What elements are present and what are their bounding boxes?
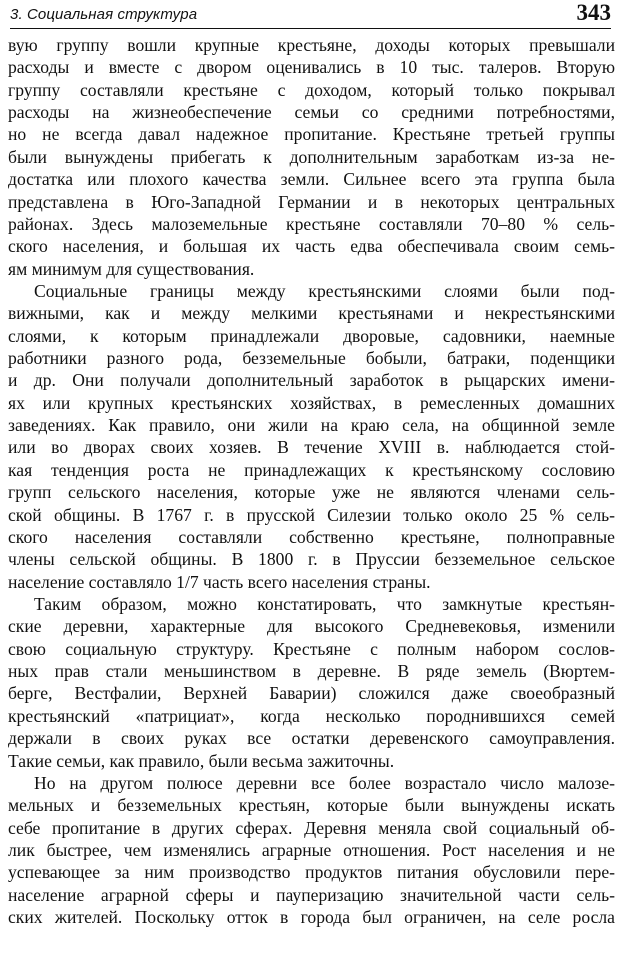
text-line: крестьянский «патрициат», когда несколько породнившихся семей xyxy=(8,705,615,726)
text-line: Но на другом полюсе деревни все более возрастало число малозе- xyxy=(34,772,615,793)
text-line: вую группу вошли крупные крестьяне, доходы которых превышали xyxy=(8,35,615,55)
text-line: члены сельской общины. В 1800 г. в Пруссии безземельное сельское xyxy=(8,549,615,570)
text-line: Таким образом, можно констатировать, что замкнутые крестьян- xyxy=(34,593,615,614)
text-line: держали в своих руках все остатки деревенского самоуправления. xyxy=(8,728,615,749)
text-line: Социальные границы между крестьянскими слоями были под- xyxy=(34,280,615,301)
text-line: были вынуждены прибегать к дополнительным заработкам из-за не- xyxy=(8,146,615,167)
chapter-title: 3. Социальная структура xyxy=(10,6,198,23)
text-line: свою социальную структуру. Крестьяне с полным набором сослов- xyxy=(8,638,615,659)
text-line: ского населения составляли собственно крестьяне, полноправные xyxy=(8,526,615,547)
text-line: представлена в Юго-Западной Германии и в некоторых центральных xyxy=(8,191,615,212)
text-line: кая тенденция роста не принадлежащих к крестьянскому сословию xyxy=(8,459,615,480)
text-line: слоями, к которым принадлежали дворовые, садовники, наемные xyxy=(8,325,615,346)
paragraph-1 xyxy=(8,34,615,280)
text-line: заведениях. Как правило, они жили на краю села, на общинной земле xyxy=(8,415,615,436)
text-line: себе пропитание в других сферах. Деревня меняла свой социальный об- xyxy=(8,817,615,838)
text-line: или во дворах своих хозяев. В течение XVIII в. наблюдается стой- xyxy=(8,437,615,458)
text-line: лик быстрее, чем изменялись аграрные отношения. Рост населения и не xyxy=(8,839,615,860)
text-line: ского населения, и большая их часть едва обеспечивала своим семь- xyxy=(8,236,615,257)
text-line: население аграрной сферы и пауперизацию значительной части сель- xyxy=(8,884,615,905)
text-line: успевающее за ним производство продуктов питания обусловили пере- xyxy=(8,862,615,883)
text-line: группу составляли крестьяне с доходом, который только покрывал xyxy=(8,79,615,100)
text-line: расходы на жизнеобеспечение семьи со средними потребностями, xyxy=(8,102,615,123)
text-line: Такие семьи, как правило, были весьма зажиточны. xyxy=(8,750,395,771)
text-body xyxy=(8,34,615,928)
text-line: ных прав стали меньшинством в деревне. В ряде земель (Вюртем- xyxy=(8,661,615,682)
paragraph-2 xyxy=(8,280,615,593)
text-line: ской общины. В 1767 г. в прусской Силезии только около 25 % сель- xyxy=(8,504,615,525)
text-line: расходы и вместе с двором оценивались в 10 тыс. талеров. Вторую xyxy=(8,57,615,78)
text-line: ские деревни, характерные для высокого Средневековья, изменили xyxy=(8,616,615,637)
text-line: районах. Здесь малоземельные крестьяне составляли 70–80 % сель- xyxy=(8,213,615,234)
running-head xyxy=(10,2,611,29)
text-line: и др. Они получали дополнительный заработок в рыцарских имени- xyxy=(8,370,615,391)
text-line: групп сельского населения, которые уже не являются членами сель- xyxy=(8,482,615,503)
text-line: ям минимум для существования. xyxy=(8,258,255,279)
text-line: население составляло 1/7 часть всего населения страны. xyxy=(8,571,431,592)
text-line: достатка или плохого качества земли. Сильнее всего эта группа была xyxy=(8,169,615,190)
text-line: работники разного рода, безземельные бобыли, батраки, поденщики xyxy=(8,348,615,369)
text-line: ях или крупных крестьянских хозяйствах, в ремесленных домашних xyxy=(8,392,615,413)
paragraph-4 xyxy=(8,772,615,929)
text-line: ских жителей. Поскольку отток в города был ограничен, на селе росла xyxy=(8,907,615,928)
text-line: мельных и безземельных крестьян, которые были вынуждены искать xyxy=(8,795,615,816)
text-line: берге, Вестфалии, Верхней Баварии) сложился даже своеобразный xyxy=(8,683,615,704)
page-number: 343 xyxy=(576,0,611,25)
text-line: вижными, как и между мелкими крестьянами и некрестьянскими xyxy=(8,303,615,324)
text-line: но не всегда давал надежное пропитание. Крестьяне третьей группы xyxy=(8,124,615,145)
paragraph-3 xyxy=(8,593,615,772)
